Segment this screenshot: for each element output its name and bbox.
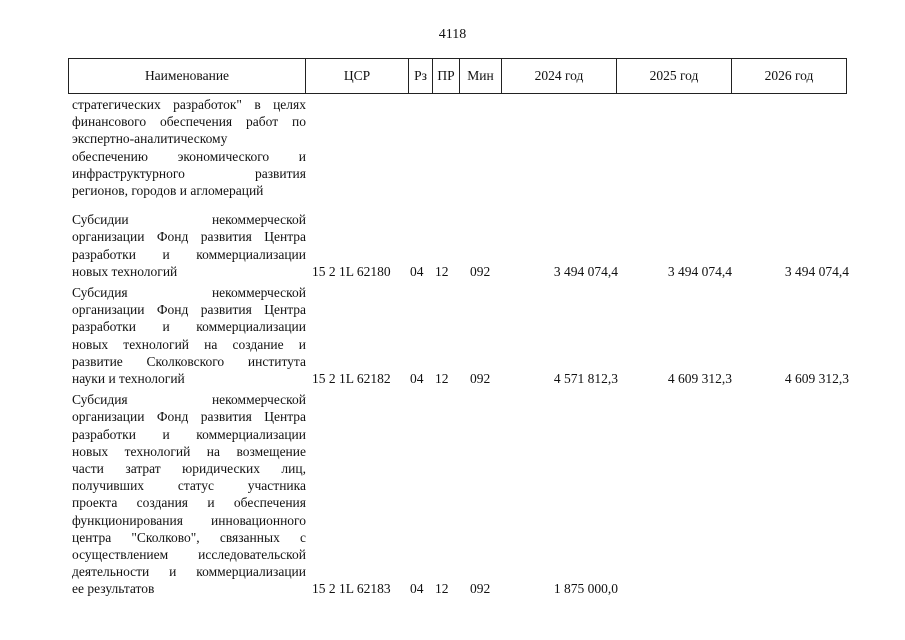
row-name-line: инфраструктурного развития [72, 165, 306, 181]
row-csr: 15 2 1L 62180 [312, 263, 391, 279]
row-min: 092 [470, 263, 491, 279]
row-name-line: стратегических разработок" в целях [72, 97, 306, 112]
row-2026: 3 494 074,4 [784, 263, 849, 279]
header-min: Мин [460, 59, 502, 94]
row-name-line: экспертно-аналитическому [72, 131, 228, 147]
row-name-line: центра "Сколково", связанных с [72, 529, 306, 545]
row-min: 092 [470, 581, 491, 597]
row-2025: 3 494 074,4 [667, 263, 732, 279]
row-2024: 1 875 000,0 [553, 581, 618, 597]
row-min: 092 [470, 371, 491, 387]
row-name-line: развитие Сколковского института [72, 353, 306, 369]
row-csr: 15 2 1L 62182 [312, 371, 391, 387]
row-rz: 04 [410, 263, 424, 279]
row-2024: 3 494 074,4 [553, 263, 618, 279]
row-name-line: осуществлением исследовательской [72, 547, 306, 563]
row-name-line: Субсидия некоммерческой [72, 392, 306, 408]
table-header [68, 58, 847, 94]
row-name-line: ее результатов [72, 581, 155, 597]
table-row [0, 391, 905, 597]
header-name: Наименование [69, 59, 306, 94]
table-row [0, 96, 905, 199]
row-name-line: части затрат юридических лиц, [72, 461, 306, 477]
row-pr: 12 [435, 581, 449, 597]
header-rz: Рз [409, 59, 433, 94]
header-2026: 2026 год [732, 59, 847, 94]
table-body [0, 96, 905, 598]
row-2026: 4 609 312,3 [784, 371, 849, 387]
row-name-line: разработки и коммерциализации [72, 426, 306, 442]
row-name-line: функционирования инновационного [72, 512, 306, 528]
table-row [0, 284, 905, 387]
table-row [0, 211, 905, 280]
row-rz: 04 [410, 581, 424, 597]
row-name-line: регионов, городов и агломераций [72, 183, 264, 199]
row-name-line: деятельности и коммерциализации [72, 564, 306, 580]
row-csr: 15 2 1L 62183 [312, 581, 391, 597]
row-name-line: науки и технологий [72, 371, 185, 387]
row-name-line: новых технологий на возмещение [72, 443, 306, 459]
row-name-line: обеспечению экономического и [72, 148, 306, 164]
header-csr: ЦСР [306, 59, 409, 94]
page-number: 4118 [438, 27, 467, 42]
row-name-line: проекта создания и обеспечения [72, 495, 306, 511]
row-name-line: новых технологий [72, 263, 178, 279]
row-2025: 4 609 312,3 [667, 371, 732, 387]
row-2024: 4 571 812,3 [553, 371, 618, 387]
row-name-line: организации Фонд развития Центра [72, 409, 306, 425]
row-name [72, 96, 306, 199]
header-pr: ПР [433, 59, 460, 94]
header-2025: 2025 год [617, 59, 732, 94]
row-pr: 12 [435, 263, 449, 279]
row-name-line: разработки и коммерциализации [72, 246, 306, 262]
row-name-line: организации Фонд развития Центра [72, 302, 306, 318]
row-name-line: организации Фонд развития Центра [72, 229, 306, 245]
header-2024: 2024 год [502, 59, 617, 94]
row-name-line: разработки и коммерциализации [72, 319, 306, 335]
row-rz: 04 [410, 371, 424, 387]
row-pr: 12 [435, 371, 449, 387]
row-name-line: новых технологий на создание и [72, 336, 306, 352]
row-name [72, 391, 306, 597]
row-name-line: Субсидии некоммерческой [72, 212, 306, 228]
row-name-line: получивших статус участника [72, 478, 306, 494]
row-name-line: финансового обеспечения работ по [72, 114, 306, 130]
row-name-line: Субсидия некоммерческой [72, 285, 306, 301]
